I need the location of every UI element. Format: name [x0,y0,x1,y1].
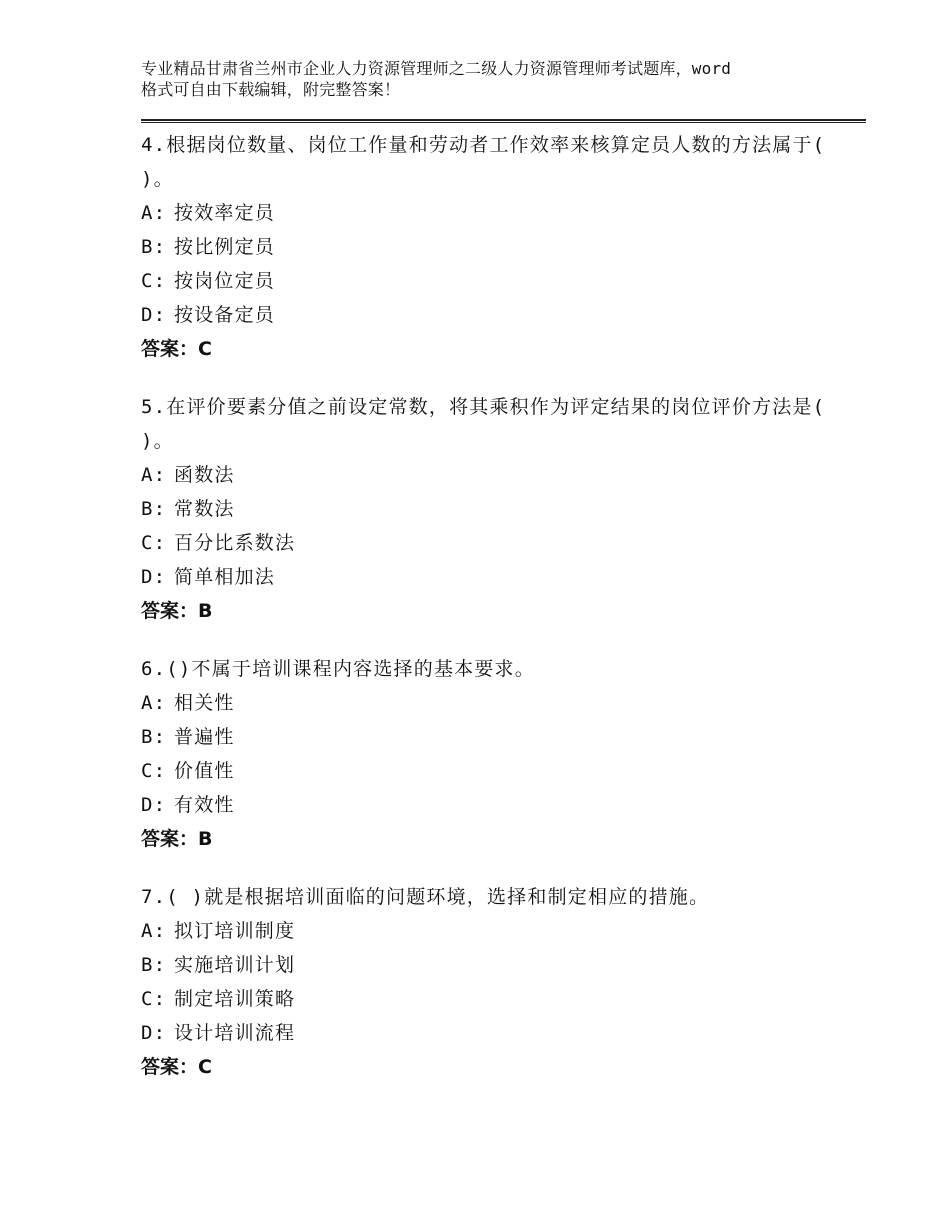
option-text: 按比例定员 [174,236,276,258]
option-letter: C: [141,988,167,1010]
document-header: 专业精品甘肃省兰州市企业人力资源管理师之二级人力资源管理师考试题库，word 格式可自由下载编辑，附完整答案！ [141,59,732,99]
option-d [141,788,831,822]
option-d [141,560,831,594]
option-letter: C: [141,270,167,292]
option-text: 百分比系数法 [174,532,296,554]
option-text: 常数法 [174,498,235,520]
option-text: 按效率定员 [174,202,276,224]
option-letter: D: [141,566,167,588]
question-5 [141,390,831,628]
option-text: 实施培训计划 [174,954,296,976]
question-stem: 5.在评价要素分值之前设定常数，将其乘积作为评定结果的岗位评价方法是( )。 [141,396,826,452]
option-a [141,686,831,720]
option-letter: A: [141,920,167,942]
option-text: 制定培训策略 [174,988,296,1010]
option-letter: D: [141,794,167,816]
option-b [141,230,831,264]
option-text: 普遍性 [174,726,235,748]
option-d [141,298,831,332]
option-letter: C: [141,760,167,782]
question-stem: 4.根据岗位数量、岗位工作量和劳动者工作效率来核算定员人数的方法属于( )。 [141,134,826,190]
option-b [141,492,831,526]
option-letter: B: [141,498,167,520]
answer-line: 答案：C [141,338,212,360]
option-c [141,754,831,788]
option-a [141,196,831,230]
answer-line: 答案：B [141,600,213,622]
answer-line: 答案：C [141,1056,212,1078]
option-text: 按设备定员 [174,304,276,326]
option-a [141,458,831,492]
question-list [141,128,831,1108]
answer-line: 答案：B [141,828,213,850]
option-text: 相关性 [174,692,235,714]
option-letter: A: [141,464,167,486]
option-c [141,264,831,298]
option-c [141,982,831,1016]
option-text: 拟订培训制度 [174,920,296,942]
option-letter: B: [141,726,167,748]
question-7 [141,880,831,1084]
option-letter: C: [141,532,167,554]
option-letter: B: [141,954,167,976]
option-text: 按岗位定员 [174,270,276,292]
option-b [141,720,831,754]
option-letter: A: [141,202,167,224]
option-text: 设计培训流程 [174,1022,296,1044]
option-letter: B: [141,236,167,258]
question-stem: 7.( )就是根据培训面临的问题环境，选择和制定相应的措施。 [141,886,710,908]
option-d [141,1016,831,1050]
option-b [141,948,831,982]
option-letter: D: [141,1022,167,1044]
option-text: 价值性 [174,760,235,782]
option-text: 简单相加法 [174,566,276,588]
question-4 [141,128,831,366]
question-stem: 6.()不属于培训课程内容选择的基本要求。 [141,658,535,680]
option-text: 有效性 [174,794,235,816]
option-a [141,914,831,948]
option-text: 函数法 [174,464,235,486]
header-divider [141,119,866,123]
question-6 [141,652,831,856]
option-c [141,526,831,560]
option-letter: A: [141,692,167,714]
option-letter: D: [141,304,167,326]
